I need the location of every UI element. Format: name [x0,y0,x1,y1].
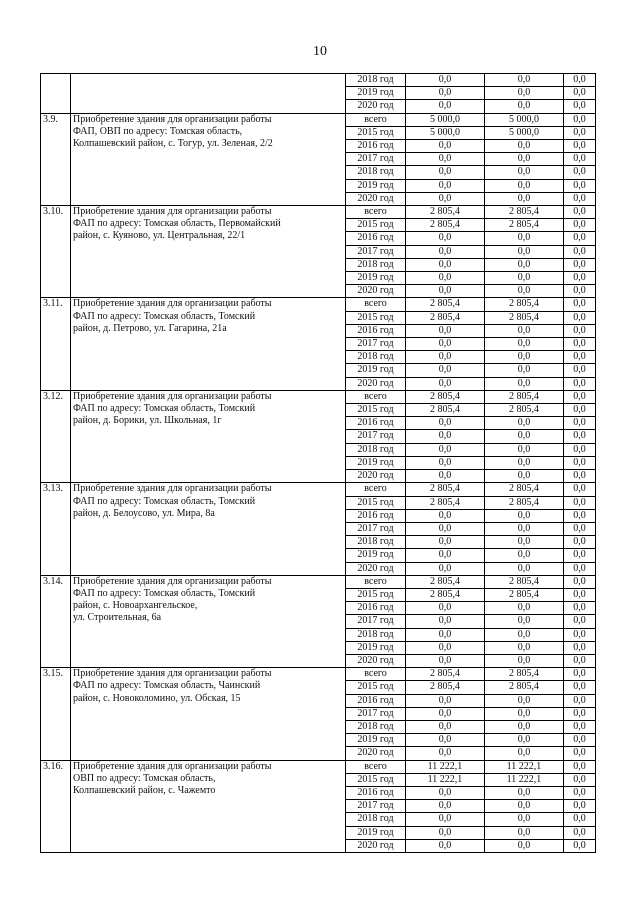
item-description-line: Приобретение здания для организации работы [73,760,272,772]
year-cell: 2020 год [346,100,406,113]
value-cell: 0,0 [406,694,485,707]
value-cell: 0,0 [485,615,564,628]
value-cell: 0,0 [485,351,564,364]
value-cell: 0,0 [564,734,596,747]
item-number-cell: 3.10. [41,206,71,298]
table-row [41,760,596,773]
value-cell: 0,0 [564,668,596,681]
year-cell: 2017 год [346,615,406,628]
value-cell: 2 805,4 [406,219,485,232]
value-cell: 0,0 [485,153,564,166]
item-description-line: район, д. Белоусово, ул. Мира, 8а [73,507,215,519]
value-cell: 0,0 [564,760,596,773]
value-cell: 0,0 [485,720,564,733]
value-cell: 0,0 [564,166,596,179]
value-cell: 2 805,4 [485,311,564,324]
item-description-cell [71,390,346,482]
item-description-line: Приобретение здания для организации работы [73,206,272,218]
year-cell: 2015 год [346,126,406,139]
table-row [41,483,596,496]
year-cell: 2016 год [346,232,406,245]
value-cell: 0,0 [564,786,596,799]
value-cell: 2 805,4 [406,588,485,601]
item-description-cell [71,298,346,390]
value-cell: 0,0 [564,522,596,535]
value-cell: 0,0 [564,351,596,364]
value-cell: 0,0 [564,206,596,219]
value-cell: 0,0 [406,272,485,285]
value-cell: 0,0 [485,747,564,760]
year-cell: 2015 год [346,404,406,417]
value-cell: 0,0 [564,219,596,232]
value-cell: 0,0 [485,272,564,285]
value-cell: 0,0 [564,404,596,417]
value-cell: 0,0 [406,813,485,826]
year-cell: всего [346,575,406,588]
value-cell: 0,0 [485,536,564,549]
value-cell: 0,0 [564,694,596,707]
value-cell: 0,0 [406,192,485,205]
value-cell: 0,0 [485,456,564,469]
value-cell: 0,0 [485,179,564,192]
value-cell: 2 805,4 [485,404,564,417]
year-cell: 2018 год [346,351,406,364]
value-cell: 0,0 [406,522,485,535]
value-cell: 0,0 [564,258,596,271]
value-cell: 0,0 [485,800,564,813]
value-cell: 2 805,4 [485,575,564,588]
value-cell: 0,0 [485,338,564,351]
value-cell: 0,0 [564,773,596,786]
value-cell: 0,0 [406,549,485,562]
value-cell: 0,0 [485,786,564,799]
year-cell: 2015 год [346,219,406,232]
value-cell: 0,0 [485,245,564,258]
value-cell: 0,0 [564,74,596,87]
value-cell: 0,0 [564,681,596,694]
value-cell: 0,0 [406,153,485,166]
item-description-line: район, с. Новоколомино, ул. Обская, 15 [73,692,241,704]
year-cell: 2019 год [346,734,406,747]
value-cell: 0,0 [564,324,596,337]
value-cell: 2 805,4 [406,681,485,694]
year-cell: 2018 год [346,258,406,271]
value-cell: 0,0 [564,707,596,720]
value-cell: 0,0 [564,311,596,324]
value-cell: 2 805,4 [485,588,564,601]
value-cell: 2 805,4 [485,298,564,311]
value-cell: 0,0 [406,430,485,443]
value-cell: 0,0 [564,456,596,469]
year-cell: 2016 год [346,694,406,707]
value-cell: 0,0 [406,786,485,799]
item-description-line: ФАП, ОВП по адресу: Томская область, [73,125,243,137]
year-cell: 2019 год [346,641,406,654]
value-cell: 0,0 [406,720,485,733]
value-cell: 0,0 [406,536,485,549]
value-cell: 0,0 [564,562,596,575]
item-description-line: район, с. Новоархангельское, [73,600,198,612]
value-cell: 0,0 [406,364,485,377]
value-cell: 0,0 [564,536,596,549]
value-cell: 11 222,1 [406,760,485,773]
year-cell: 2015 год [346,773,406,786]
value-cell: 2 805,4 [485,390,564,403]
value-cell: 0,0 [564,720,596,733]
value-cell: 0,0 [564,654,596,667]
value-cell: 2 805,4 [485,483,564,496]
value-cell: 0,0 [406,654,485,667]
item-description-cell [71,575,346,667]
item-description-line: Приобретение здания для организации работы [73,298,272,310]
value-cell: 0,0 [406,456,485,469]
value-cell: 0,0 [485,826,564,839]
item-description-cell [71,483,346,575]
value-cell: 0,0 [564,87,596,100]
value-cell: 0,0 [485,654,564,667]
value-cell: 0,0 [406,707,485,720]
value-cell: 0,0 [485,707,564,720]
table-row [41,575,596,588]
year-cell: 2018 год [346,628,406,641]
page-number: 10 [313,44,327,59]
item-description-line: Колпашевский район, с. Тогур, ул. Зеленая, 2/2 [73,138,273,150]
item-description-line: ФАП по адресу: Томская область, Томский [73,310,256,322]
value-cell: 2 805,4 [406,404,485,417]
value-cell: 0,0 [485,562,564,575]
value-cell: 0,0 [485,509,564,522]
item-description-line: ФАП по адресу: Томская область, Первомайский [73,218,281,230]
year-cell: 2019 год [346,272,406,285]
item-description-line: Приобретение здания для организации работы [73,390,272,402]
value-cell: 0,0 [485,232,564,245]
value-cell: 0,0 [485,628,564,641]
table-row [41,668,596,681]
value-cell: 0,0 [406,615,485,628]
value-cell: 0,0 [564,126,596,139]
item-description-line: ОВП по адресу: Томская область, [73,772,216,784]
item-number-cell: 3.16. [41,760,71,852]
year-cell: 2019 год [346,456,406,469]
year-cell: 2017 год [346,430,406,443]
value-cell: 2 805,4 [406,668,485,681]
value-cell: 0,0 [564,588,596,601]
year-cell: 2017 год [346,153,406,166]
table-row [41,206,596,219]
value-cell: 0,0 [564,338,596,351]
value-cell: 0,0 [564,192,596,205]
value-cell: 5 000,0 [485,113,564,126]
item-description-line: район, д. Петрово, ул. Гагарина, 21а [73,322,227,334]
value-cell: 0,0 [485,364,564,377]
year-cell: 2016 год [346,140,406,153]
year-cell: 2016 год [346,417,406,430]
value-cell: 0,0 [406,166,485,179]
item-number-cell: 3.13. [41,483,71,575]
year-cell: 2016 год [346,324,406,337]
table-row [41,298,596,311]
value-cell: 0,0 [485,522,564,535]
year-cell: 2018 год [346,720,406,733]
year-cell: 2020 год [346,285,406,298]
value-cell: 0,0 [406,351,485,364]
item-description-line: ФАП по адресу: Томская область, Томский [73,403,256,415]
value-cell: 0,0 [564,100,596,113]
value-cell: 0,0 [485,694,564,707]
value-cell: 0,0 [485,100,564,113]
year-cell: всего [346,668,406,681]
year-cell: 2018 год [346,813,406,826]
value-cell: 2 805,4 [406,496,485,509]
value-cell: 2 805,4 [406,298,485,311]
year-cell: 2016 год [346,602,406,615]
item-description-cell [71,113,346,205]
value-cell: 0,0 [485,285,564,298]
value-cell: 0,0 [485,377,564,390]
item-number-cell [41,74,71,114]
value-cell: 0,0 [564,826,596,839]
value-cell: 2 805,4 [485,681,564,694]
year-cell: 2020 год [346,747,406,760]
value-cell: 0,0 [406,74,485,87]
table-row [41,390,596,403]
value-cell: 0,0 [564,153,596,166]
value-cell: 2 805,4 [485,219,564,232]
value-cell: 0,0 [406,826,485,839]
item-description-line: Приобретение здания для организации работы [73,575,272,587]
value-cell: 0,0 [564,641,596,654]
value-cell: 0,0 [564,496,596,509]
year-cell: 2016 год [346,509,406,522]
year-cell: 2019 год [346,364,406,377]
year-cell: 2020 год [346,470,406,483]
value-cell: 0,0 [564,549,596,562]
value-cell: 0,0 [406,509,485,522]
year-cell: 2018 год [346,166,406,179]
value-cell: 11 222,1 [485,773,564,786]
value-cell: 0,0 [485,549,564,562]
value-cell: 0,0 [564,483,596,496]
value-cell: 0,0 [485,839,564,852]
value-cell: 0,0 [406,140,485,153]
value-cell: 0,0 [406,641,485,654]
year-cell: 2019 год [346,179,406,192]
value-cell: 2 805,4 [406,483,485,496]
year-cell: всего [346,206,406,219]
year-cell: 2017 год [346,338,406,351]
value-cell: 0,0 [406,602,485,615]
table-row [41,113,596,126]
value-cell: 0,0 [564,272,596,285]
value-cell: 0,0 [564,443,596,456]
value-cell: 0,0 [406,87,485,100]
year-cell: 2015 год [346,681,406,694]
item-description-line: ул. Строительная, 6а [73,612,162,624]
value-cell: 0,0 [564,377,596,390]
value-cell: 0,0 [564,813,596,826]
funding-table-body [41,74,596,853]
item-description-line: ФАП по адресу: Томская область, Чаинский [73,680,261,692]
value-cell: 0,0 [564,285,596,298]
year-cell: всего [346,760,406,773]
value-cell: 0,0 [564,113,596,126]
year-cell: 2019 год [346,87,406,100]
value-cell: 0,0 [406,285,485,298]
value-cell: 0,0 [406,324,485,337]
year-cell: 2017 год [346,707,406,720]
value-cell: 11 222,1 [485,760,564,773]
value-cell: 0,0 [406,417,485,430]
value-cell: 5 000,0 [406,126,485,139]
value-cell: 0,0 [564,140,596,153]
item-description-cell [71,74,346,114]
year-cell: 2020 год [346,839,406,852]
year-cell: всего [346,483,406,496]
value-cell: 0,0 [564,509,596,522]
item-number-cell: 3.15. [41,668,71,760]
year-cell: 2015 год [346,496,406,509]
year-cell: 2017 год [346,800,406,813]
value-cell: 0,0 [485,258,564,271]
year-cell: 2017 год [346,522,406,535]
value-cell: 0,0 [406,377,485,390]
value-cell: 0,0 [485,140,564,153]
value-cell: 0,0 [564,390,596,403]
value-cell: 0,0 [485,192,564,205]
value-cell: 0,0 [406,443,485,456]
value-cell: 0,0 [406,747,485,760]
value-cell: 0,0 [564,628,596,641]
value-cell: 0,0 [485,443,564,456]
value-cell: 2 805,4 [485,668,564,681]
year-cell: 2020 год [346,192,406,205]
value-cell: 0,0 [564,430,596,443]
value-cell: 0,0 [406,232,485,245]
value-cell: 0,0 [406,245,485,258]
value-cell: 0,0 [564,245,596,258]
value-cell: 0,0 [564,747,596,760]
year-cell: 2017 год [346,245,406,258]
year-cell: всего [346,390,406,403]
item-description-cell [71,206,346,298]
value-cell: 2 805,4 [406,206,485,219]
value-cell: 0,0 [485,166,564,179]
value-cell: 2 805,4 [485,206,564,219]
year-cell: всего [346,113,406,126]
value-cell: 0,0 [406,800,485,813]
value-cell: 0,0 [485,74,564,87]
item-number-cell: 3.9. [41,113,71,205]
value-cell: 0,0 [564,839,596,852]
value-cell: 0,0 [485,641,564,654]
value-cell: 0,0 [564,575,596,588]
value-cell: 2 805,4 [406,311,485,324]
year-cell: 2019 год [346,549,406,562]
value-cell: 0,0 [406,179,485,192]
item-description-line: Приобретение здания для организации работы [73,113,272,125]
item-number-cell: 3.11. [41,298,71,390]
item-description-line: ФАП по адресу: Томская область, Томский [73,587,256,599]
value-cell: 0,0 [485,324,564,337]
item-description-line: район, д. Борики, ул. Школьная, 1г [73,415,222,427]
value-cell: 11 222,1 [406,773,485,786]
value-cell: 5 000,0 [406,113,485,126]
year-cell: 2018 год [346,443,406,456]
item-description-line: район, с. Куяново, ул. Центральная, 22/1 [73,230,246,242]
year-cell: 2016 год [346,786,406,799]
value-cell: 0,0 [564,615,596,628]
value-cell: 2 805,4 [485,496,564,509]
year-cell: 2019 год [346,826,406,839]
funding-table [40,73,596,853]
value-cell: 0,0 [564,232,596,245]
value-cell: 2 805,4 [406,390,485,403]
value-cell: 0,0 [406,734,485,747]
table-row [41,74,596,87]
value-cell: 0,0 [485,470,564,483]
value-cell: 0,0 [406,562,485,575]
year-cell: 2015 год [346,311,406,324]
value-cell: 5 000,0 [485,126,564,139]
year-cell: всего [346,298,406,311]
value-cell: 0,0 [406,628,485,641]
year-cell: 2018 год [346,74,406,87]
value-cell: 0,0 [485,417,564,430]
value-cell: 0,0 [406,100,485,113]
value-cell: 0,0 [564,800,596,813]
value-cell: 0,0 [564,470,596,483]
item-description-cell [71,668,346,760]
item-number-cell: 3.14. [41,575,71,667]
value-cell: 0,0 [406,258,485,271]
value-cell: 2 805,4 [406,575,485,588]
value-cell: 0,0 [485,430,564,443]
year-cell: 2018 год [346,536,406,549]
value-cell: 0,0 [564,602,596,615]
value-cell: 0,0 [485,734,564,747]
value-cell: 0,0 [564,298,596,311]
value-cell: 0,0 [406,839,485,852]
value-cell: 0,0 [485,602,564,615]
year-cell: 2015 год [346,588,406,601]
year-cell: 2020 год [346,562,406,575]
value-cell: 0,0 [564,364,596,377]
value-cell: 0,0 [406,470,485,483]
item-description-line: Колпашевский район, с. Чажемто [73,784,216,796]
value-cell: 0,0 [564,417,596,430]
value-cell: 0,0 [485,813,564,826]
year-cell: 2020 год [346,377,406,390]
year-cell: 2020 год [346,654,406,667]
item-description-line: Приобретение здания для организации работы [73,668,272,680]
item-description-line: Приобретение здания для организации работы [73,483,272,495]
item-number-cell: 3.12. [41,390,71,482]
value-cell: 0,0 [406,338,485,351]
item-description-line: ФАП по адресу: Томская область, Томский [73,495,256,507]
value-cell: 0,0 [485,87,564,100]
value-cell: 0,0 [564,179,596,192]
item-description-cell [71,760,346,852]
